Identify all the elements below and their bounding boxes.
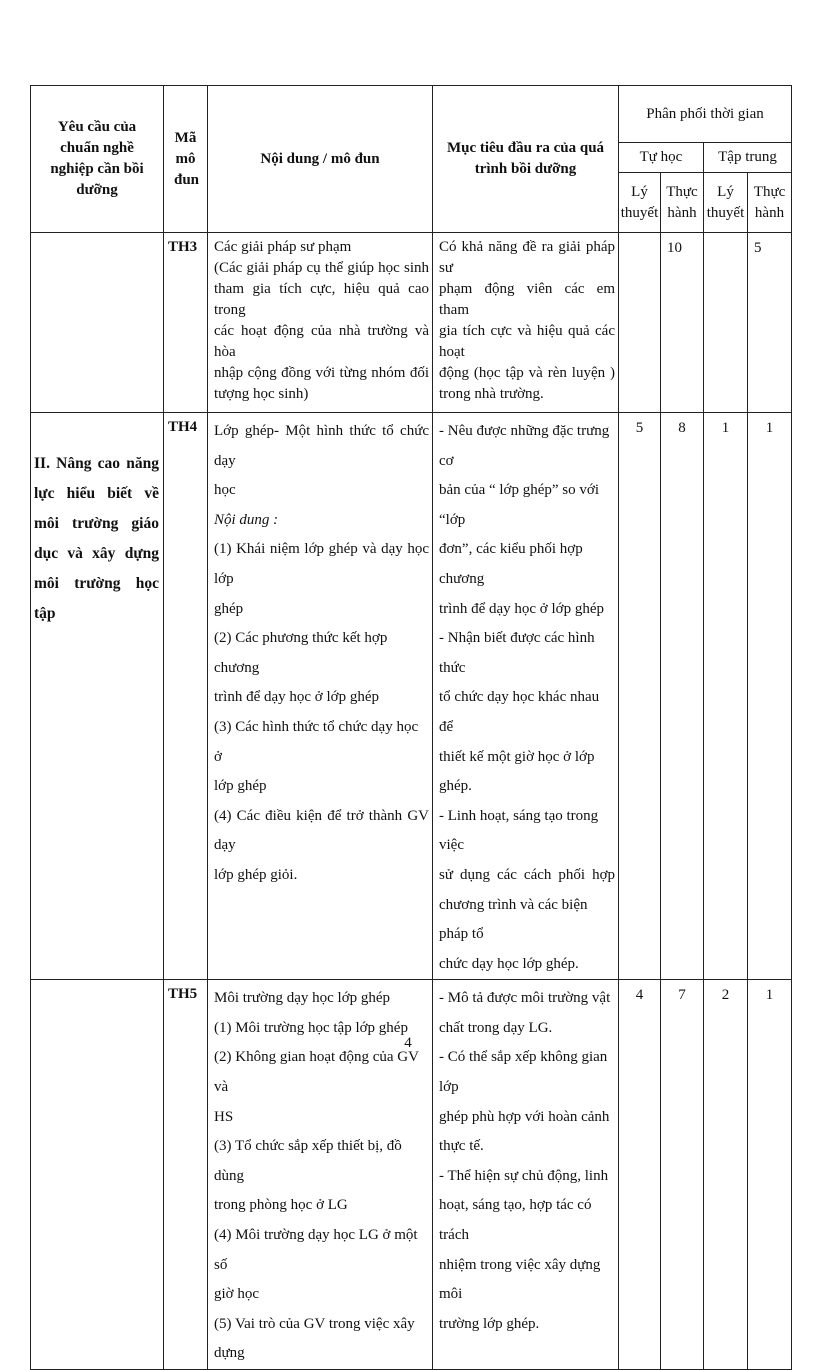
header-code: Mã mô đun: [164, 86, 208, 233]
objective-line: hoạt, sáng tạo, hợp tác có trách: [439, 1197, 592, 1244]
conc-theory-hours: 1: [704, 413, 748, 980]
objective-line: chức dạy học lớp ghép.: [439, 955, 579, 972]
objective-line: - Nhận biết được các hình thức: [439, 630, 595, 676]
objective-line: - Thể hiện sự chủ động, linh: [439, 1167, 609, 1184]
requirement-cell: [31, 233, 164, 413]
objective-line: sử dụng các cách phối hợp: [439, 866, 615, 883]
content-line: tượng học sinh): [214, 386, 309, 402]
self-practice-hours: 8: [661, 413, 704, 980]
objective-line: bản của “ lớp ghép” so với “lớp: [439, 482, 599, 528]
conc-practice-hours: 1: [748, 413, 792, 980]
header-content: Nội dung / mô đun: [208, 86, 433, 233]
content-line: lớp ghép giỏi.: [214, 866, 298, 883]
content-cell: [208, 233, 433, 413]
table-row: [31, 233, 792, 413]
module-code: TH4: [164, 413, 208, 980]
content-line: nhập cộng đồng với từng nhóm đối: [214, 365, 429, 381]
objective-line: nhiệm trong việc xây dựng môi: [439, 1256, 601, 1303]
header-requirement: Yêu cầu của chuẩn nghề nghiệp cần bồi dưỡng: [31, 86, 164, 233]
objective-line: - Linh hoạt, sáng tạo trong việc: [439, 807, 599, 854]
objective-line: gia tích cực và hiệu quả các hoạt: [439, 323, 615, 360]
conc-practice-hours: 1: [748, 980, 792, 1370]
objective-cell: [433, 233, 619, 413]
module-code: TH3: [164, 233, 208, 413]
training-plan-table: [30, 85, 792, 1370]
content-line: (1) Môi trường học tập lớp ghép: [214, 1019, 408, 1036]
content-line: học: [214, 482, 236, 499]
content-line: (Các giải pháp cụ thể giúp học sinh: [214, 260, 429, 276]
content-line: (1) Khái niệm lớp ghép và dạy học lớp: [214, 541, 429, 587]
objective-line: tổ chức dạy học khác nhau để: [439, 689, 600, 735]
self-theory-hours: 4: [619, 980, 661, 1370]
objective-line: - Mô tả được môi trường vật: [439, 990, 611, 1007]
conc-theory-hours: 2: [704, 980, 748, 1370]
header-self-practice: Thực hành: [661, 173, 704, 233]
self-theory-hours: [619, 233, 661, 413]
content-line: Môi trường dạy học lớp ghép: [214, 990, 391, 1007]
objective-line: thiết kế một giờ học ở lớp ghép.: [439, 748, 595, 795]
conc-theory-hours: [704, 233, 748, 413]
objective-line: trong nhà trường.: [439, 386, 544, 402]
objective-line: trình để dạy học ở lớp ghép: [439, 600, 604, 617]
requirement-cell: II. Nâng cao năng lực hiểu biết về môi trường giáo dục và xây dựng môi trường học tập: [31, 413, 164, 980]
content-line: Các giải pháp sư phạm: [214, 239, 352, 255]
objective-line: chương trình và các biện pháp tổ: [439, 896, 588, 943]
content-line: (3) Tổ chức sắp xếp thiết bị, đồ dùng: [214, 1138, 402, 1184]
content-line: (4) Môi trường dạy học LG ở một số: [214, 1227, 418, 1273]
objective-line: động (học tập và rèn luyện ): [439, 365, 615, 381]
content-line: giờ học: [214, 1286, 260, 1303]
objective-line: trường lớp ghép.: [439, 1315, 540, 1332]
content-line: (5) Vai trò của GV trong việc xây dựng: [214, 1315, 415, 1362]
objective-line: chất trong dạy LG.: [439, 1019, 553, 1036]
page-number: 4: [404, 1035, 412, 1051]
conc-practice-hours: 5: [748, 233, 792, 413]
header-time-distribution: Phân phối thời gian: [619, 86, 792, 143]
header-conc-practice: Thực hành: [748, 173, 792, 233]
objective-line: đơn”, các kiểu phối hợp chương: [439, 541, 583, 587]
module-code: TH5: [164, 980, 208, 1370]
self-practice-hours: 7: [661, 980, 704, 1370]
objective-line: - Có thể sắp xếp không gian lớp: [439, 1049, 608, 1096]
content-line: Nội dung :: [214, 511, 279, 528]
content-line: các hoạt động của nhà trường và hòa: [214, 323, 429, 360]
objective-line: ghép phù hợp với hoàn cảnh: [439, 1108, 610, 1125]
content-line: HS: [214, 1108, 234, 1125]
objective-line: - Nêu được những đặc trưng cơ: [439, 423, 610, 469]
content-line: ghép: [214, 600, 244, 617]
objective-line: phạm động viên các em tham: [439, 281, 615, 318]
header-self-study: Tự học: [619, 143, 704, 173]
content-line: (4) Các điều kiện để trở thành GV dạy: [214, 807, 429, 854]
content-line: (2) Các phương thức kết hợp chương: [214, 630, 388, 676]
self-practice-hours: 10: [661, 233, 704, 413]
content-line: trong phòng học ở LG: [214, 1197, 348, 1214]
content-line: (3) Các hình thức tổ chức dạy học ở: [214, 718, 419, 765]
objective-line: Có khả năng đề ra giải pháp sư: [439, 239, 615, 276]
header-self-theory: Lý thuyết: [619, 173, 661, 233]
objective-line: thực tế.: [439, 1138, 484, 1155]
table-row: [31, 413, 792, 980]
content-line: Lớp ghép- Một hình thức tổ chức dạy: [214, 423, 429, 469]
header-objective: Mục tiêu đầu ra của quá trình bồi dưỡng: [433, 86, 619, 233]
header-concentrated: Tập trung: [704, 143, 792, 173]
self-theory-hours: 5: [619, 413, 661, 980]
content-line: tham gia tích cực, hiệu quả cao trong: [214, 281, 429, 318]
content-line: (2) Không gian hoạt động của GV và: [214, 1049, 419, 1096]
header-conc-theory: Lý thuyết: [704, 173, 748, 233]
content-line: trình để dạy học ở lớp ghép: [214, 689, 379, 706]
objective-cell: [433, 413, 619, 980]
content-cell: [208, 413, 433, 980]
content-line: lớp ghép: [214, 778, 267, 795]
